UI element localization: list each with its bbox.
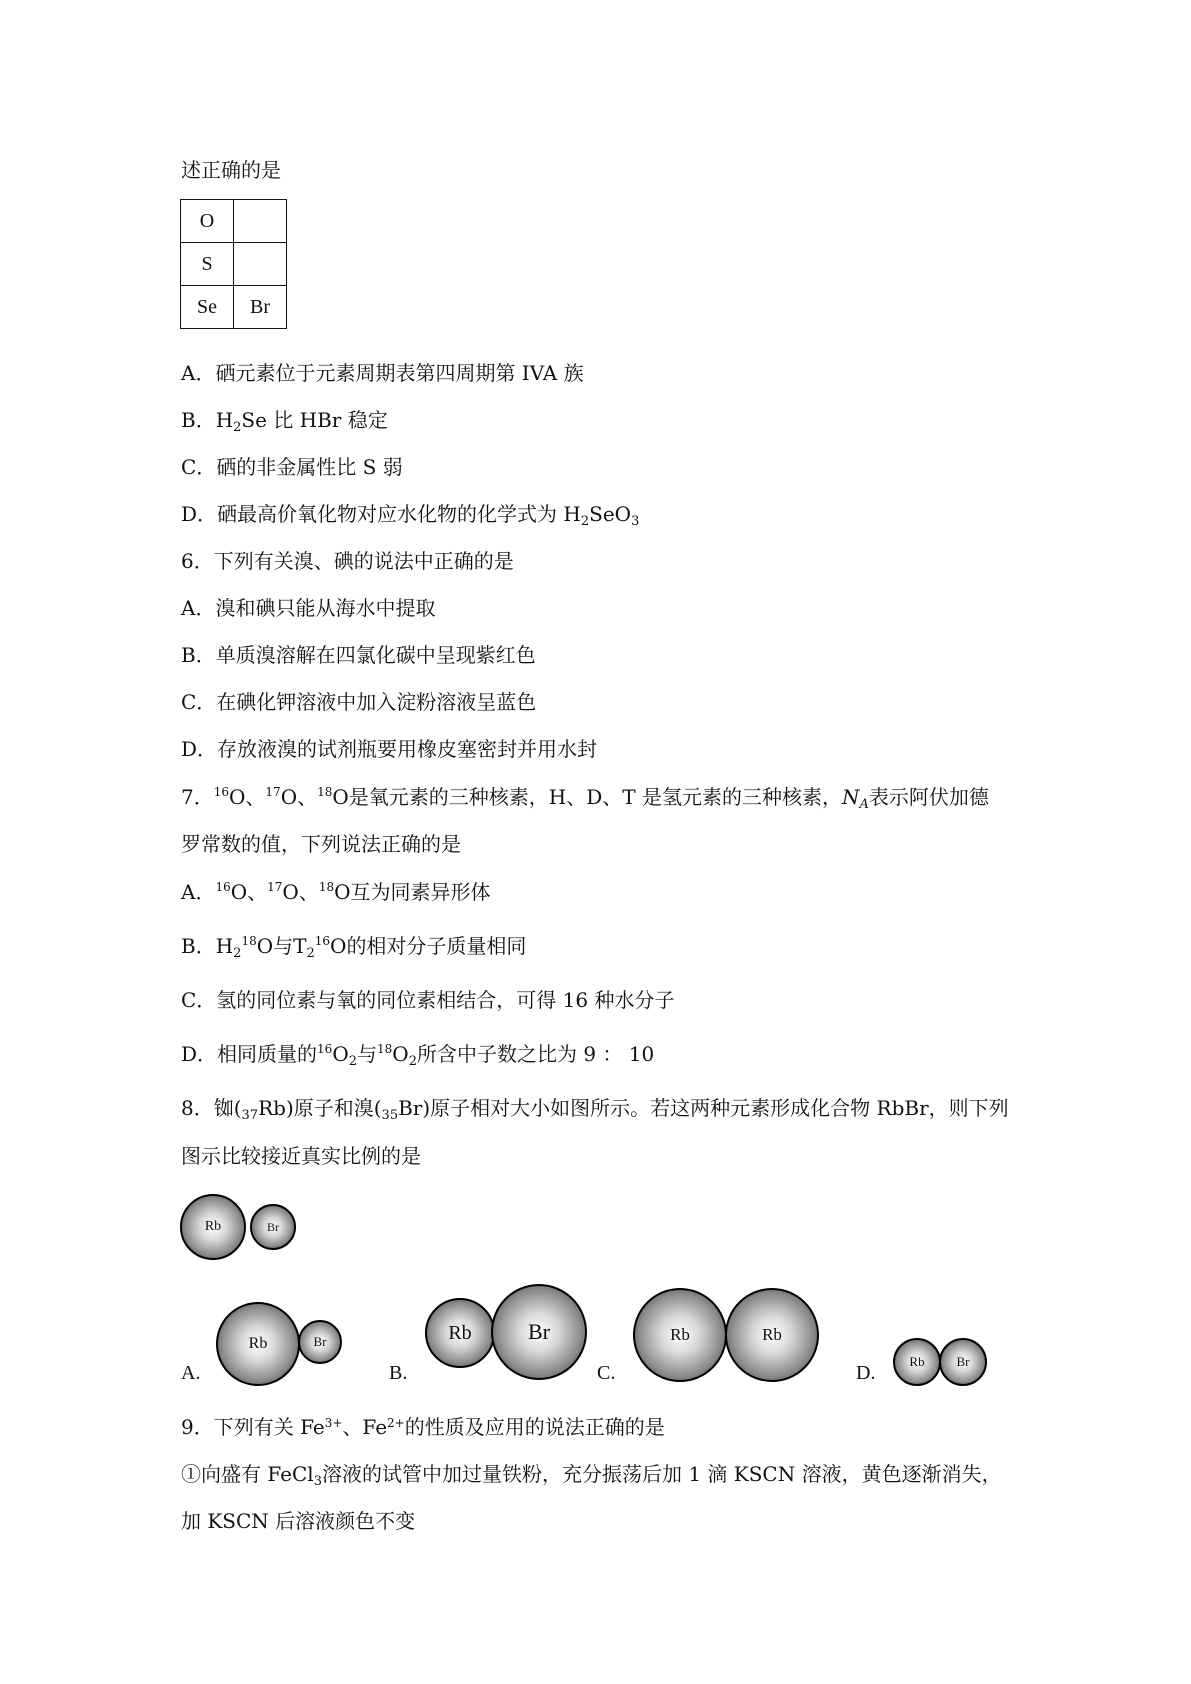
table-cell: S <box>181 243 234 286</box>
symbol: O <box>229 785 246 809</box>
text: 互为同素异形体 <box>350 880 491 904</box>
option-a-br-atom: Br <box>298 1320 342 1364</box>
q5-option-d <box>181 500 639 528</box>
q7-option-d <box>181 1040 654 1068</box>
q7-option-b <box>181 932 526 960</box>
mass-number: 17 <box>265 785 281 799</box>
text: 与 <box>273 934 294 958</box>
sep: 、 <box>245 785 266 809</box>
table-cell <box>234 200 287 243</box>
subscript: 2 <box>408 1054 417 1069</box>
q6-option-d: D．存放液溴的试剂瓶要用橡皮塞密封并用水封 <box>181 737 598 761</box>
text: Rb)原子和溴( <box>258 1096 382 1120</box>
element-table <box>180 199 287 329</box>
subscript: 2 <box>348 1054 358 1069</box>
symbol: O <box>334 880 351 904</box>
q9-item-1-line2: 加 KSCN 后溶液颜色不变 <box>181 1509 416 1533</box>
mass-number: 16 <box>314 934 331 948</box>
q7-option-c: C．氢的同位素与氧的同位素相结合，可得 16 种水分子 <box>181 988 675 1012</box>
sep: 、 <box>297 785 318 809</box>
q8-option-b-label: B. <box>389 1362 408 1384</box>
q7-stem-line1 <box>181 783 989 811</box>
option-b-br-atom: Br <box>491 1284 587 1380</box>
table-cell: O <box>181 200 234 243</box>
q6-option-a: A．溴和碘只能从海水中提取 <box>181 596 436 620</box>
q8-option-c-label: C. <box>597 1362 616 1384</box>
option-c-rb-atom-left: Rb <box>633 1288 727 1382</box>
reference-rb-atom: Rb <box>180 1194 246 1260</box>
q6-option-c: C．在碘化钾溶液中加入淀粉溶液呈蓝色 <box>181 690 537 714</box>
symbol: O <box>282 880 299 904</box>
subscript: 2 <box>580 514 590 529</box>
q9-stem <box>181 1413 665 1441</box>
reference-br-atom: Br <box>250 1204 296 1250</box>
avogadro-symbol: N <box>841 785 860 809</box>
table-cell <box>234 243 287 286</box>
symbol: H <box>215 934 234 958</box>
mass-number: 18 <box>318 880 335 894</box>
q7-stem-line2: 罗常数的值，下列说法正确的是 <box>181 832 461 856</box>
mass-number: 18 <box>377 1042 393 1056</box>
option-d-rb-atom: Rb <box>893 1338 941 1386</box>
option-d-br-atom: Br <box>939 1338 987 1386</box>
label: D．相同质量的 <box>181 1042 318 1066</box>
q6-stem: 6．下列有关溴、碘的说法中正确的是 <box>181 549 514 573</box>
label: A． <box>181 880 216 904</box>
subscript: 2 <box>233 946 242 961</box>
label: B． <box>181 934 216 958</box>
question-intro: 述正确的是 <box>181 158 281 182</box>
q5-option-b <box>181 406 388 434</box>
q5-option-c: C．硒的非金属性比 S 弱 <box>181 455 403 479</box>
q8-option-a-label: A. <box>181 1362 201 1384</box>
q8-stem-line2: 图示比较接近真实比例的是 <box>181 1144 421 1168</box>
option-b-rb-atom: Rb <box>425 1298 495 1368</box>
mass-number: 16 <box>317 1042 333 1056</box>
symbol: O <box>230 880 248 904</box>
question-number: 7． <box>181 785 214 809</box>
symbol: O <box>280 785 298 809</box>
mass-number: 18 <box>317 785 333 799</box>
mass-number: 18 <box>241 934 257 948</box>
text: 、Fe <box>342 1415 388 1439</box>
atomic-number: 35 <box>381 1108 399 1123</box>
q6-option-b: B．单质溴溶解在四氯化碳中呈现紫红色 <box>181 643 536 667</box>
subscript: 2 <box>233 420 242 435</box>
text: Br)原子相对大小如图所示。若这两种元素形成化合物 RbBr，则下列 <box>398 1096 1009 1120</box>
text: 的相对分子质量相同 <box>346 934 527 958</box>
symbol: O <box>256 934 274 958</box>
symbol: T <box>293 934 307 958</box>
subscript: A <box>859 797 869 812</box>
text: 的性质及应用的说法正确的是 <box>404 1415 665 1439</box>
charge: 2+ <box>387 1416 405 1430</box>
subscript: 2 <box>306 946 315 961</box>
symbol: O <box>392 1042 409 1066</box>
mass-number: 16 <box>215 880 231 894</box>
text: 表示阿伏加德 <box>868 785 989 809</box>
text: SeO <box>589 502 632 526</box>
sep: 、 <box>247 880 268 904</box>
q9-item-1-line1 <box>181 1460 1002 1488</box>
table-cell: Se <box>181 286 234 329</box>
symbol: O <box>330 934 347 958</box>
text: D．硒最高价氧化物对应水化物的化学式为 H <box>181 502 581 526</box>
text: ①向盛有 FeCl <box>181 1462 314 1486</box>
subscript: 3 <box>313 1474 322 1489</box>
q5-option-a: A．硒元素位于元素周期表第四周期第 IVA 族 <box>181 361 584 385</box>
q8-option-d-label: D. <box>856 1362 876 1384</box>
text: 8．铷( <box>181 1096 242 1120</box>
text: 与 <box>357 1042 378 1066</box>
q7-option-a <box>181 878 491 906</box>
option-a-rb-atom: Rb <box>216 1302 300 1386</box>
symbol: O <box>332 785 349 809</box>
table-cell: Br <box>234 286 287 329</box>
text: Se 比 HBr 稳定 <box>241 408 388 432</box>
charge: 3+ <box>324 1416 343 1430</box>
symbol: O <box>332 1042 349 1066</box>
subscript: 3 <box>631 514 640 529</box>
text: B．H <box>181 408 234 432</box>
text: 是氧元素的三种核素，H、D、T 是氢元素的三种核素， <box>348 785 842 809</box>
option-c-rb-atom-right: Rb <box>725 1288 819 1382</box>
mass-number: 17 <box>267 880 283 894</box>
atomic-number: 37 <box>241 1108 259 1123</box>
q8-stem-line1 <box>181 1094 1009 1122</box>
text: 所含中子数之比为 9 ： 10 <box>416 1042 655 1066</box>
sep: 、 <box>298 880 319 904</box>
text: 9．下列有关 Fe <box>181 1415 325 1439</box>
mass-number: 16 <box>213 785 230 799</box>
text: 溶液的试管中加过量铁粉，充分振荡后加 1 滴 KSCN 溶液，黄色逐渐消失， <box>321 1462 1002 1486</box>
